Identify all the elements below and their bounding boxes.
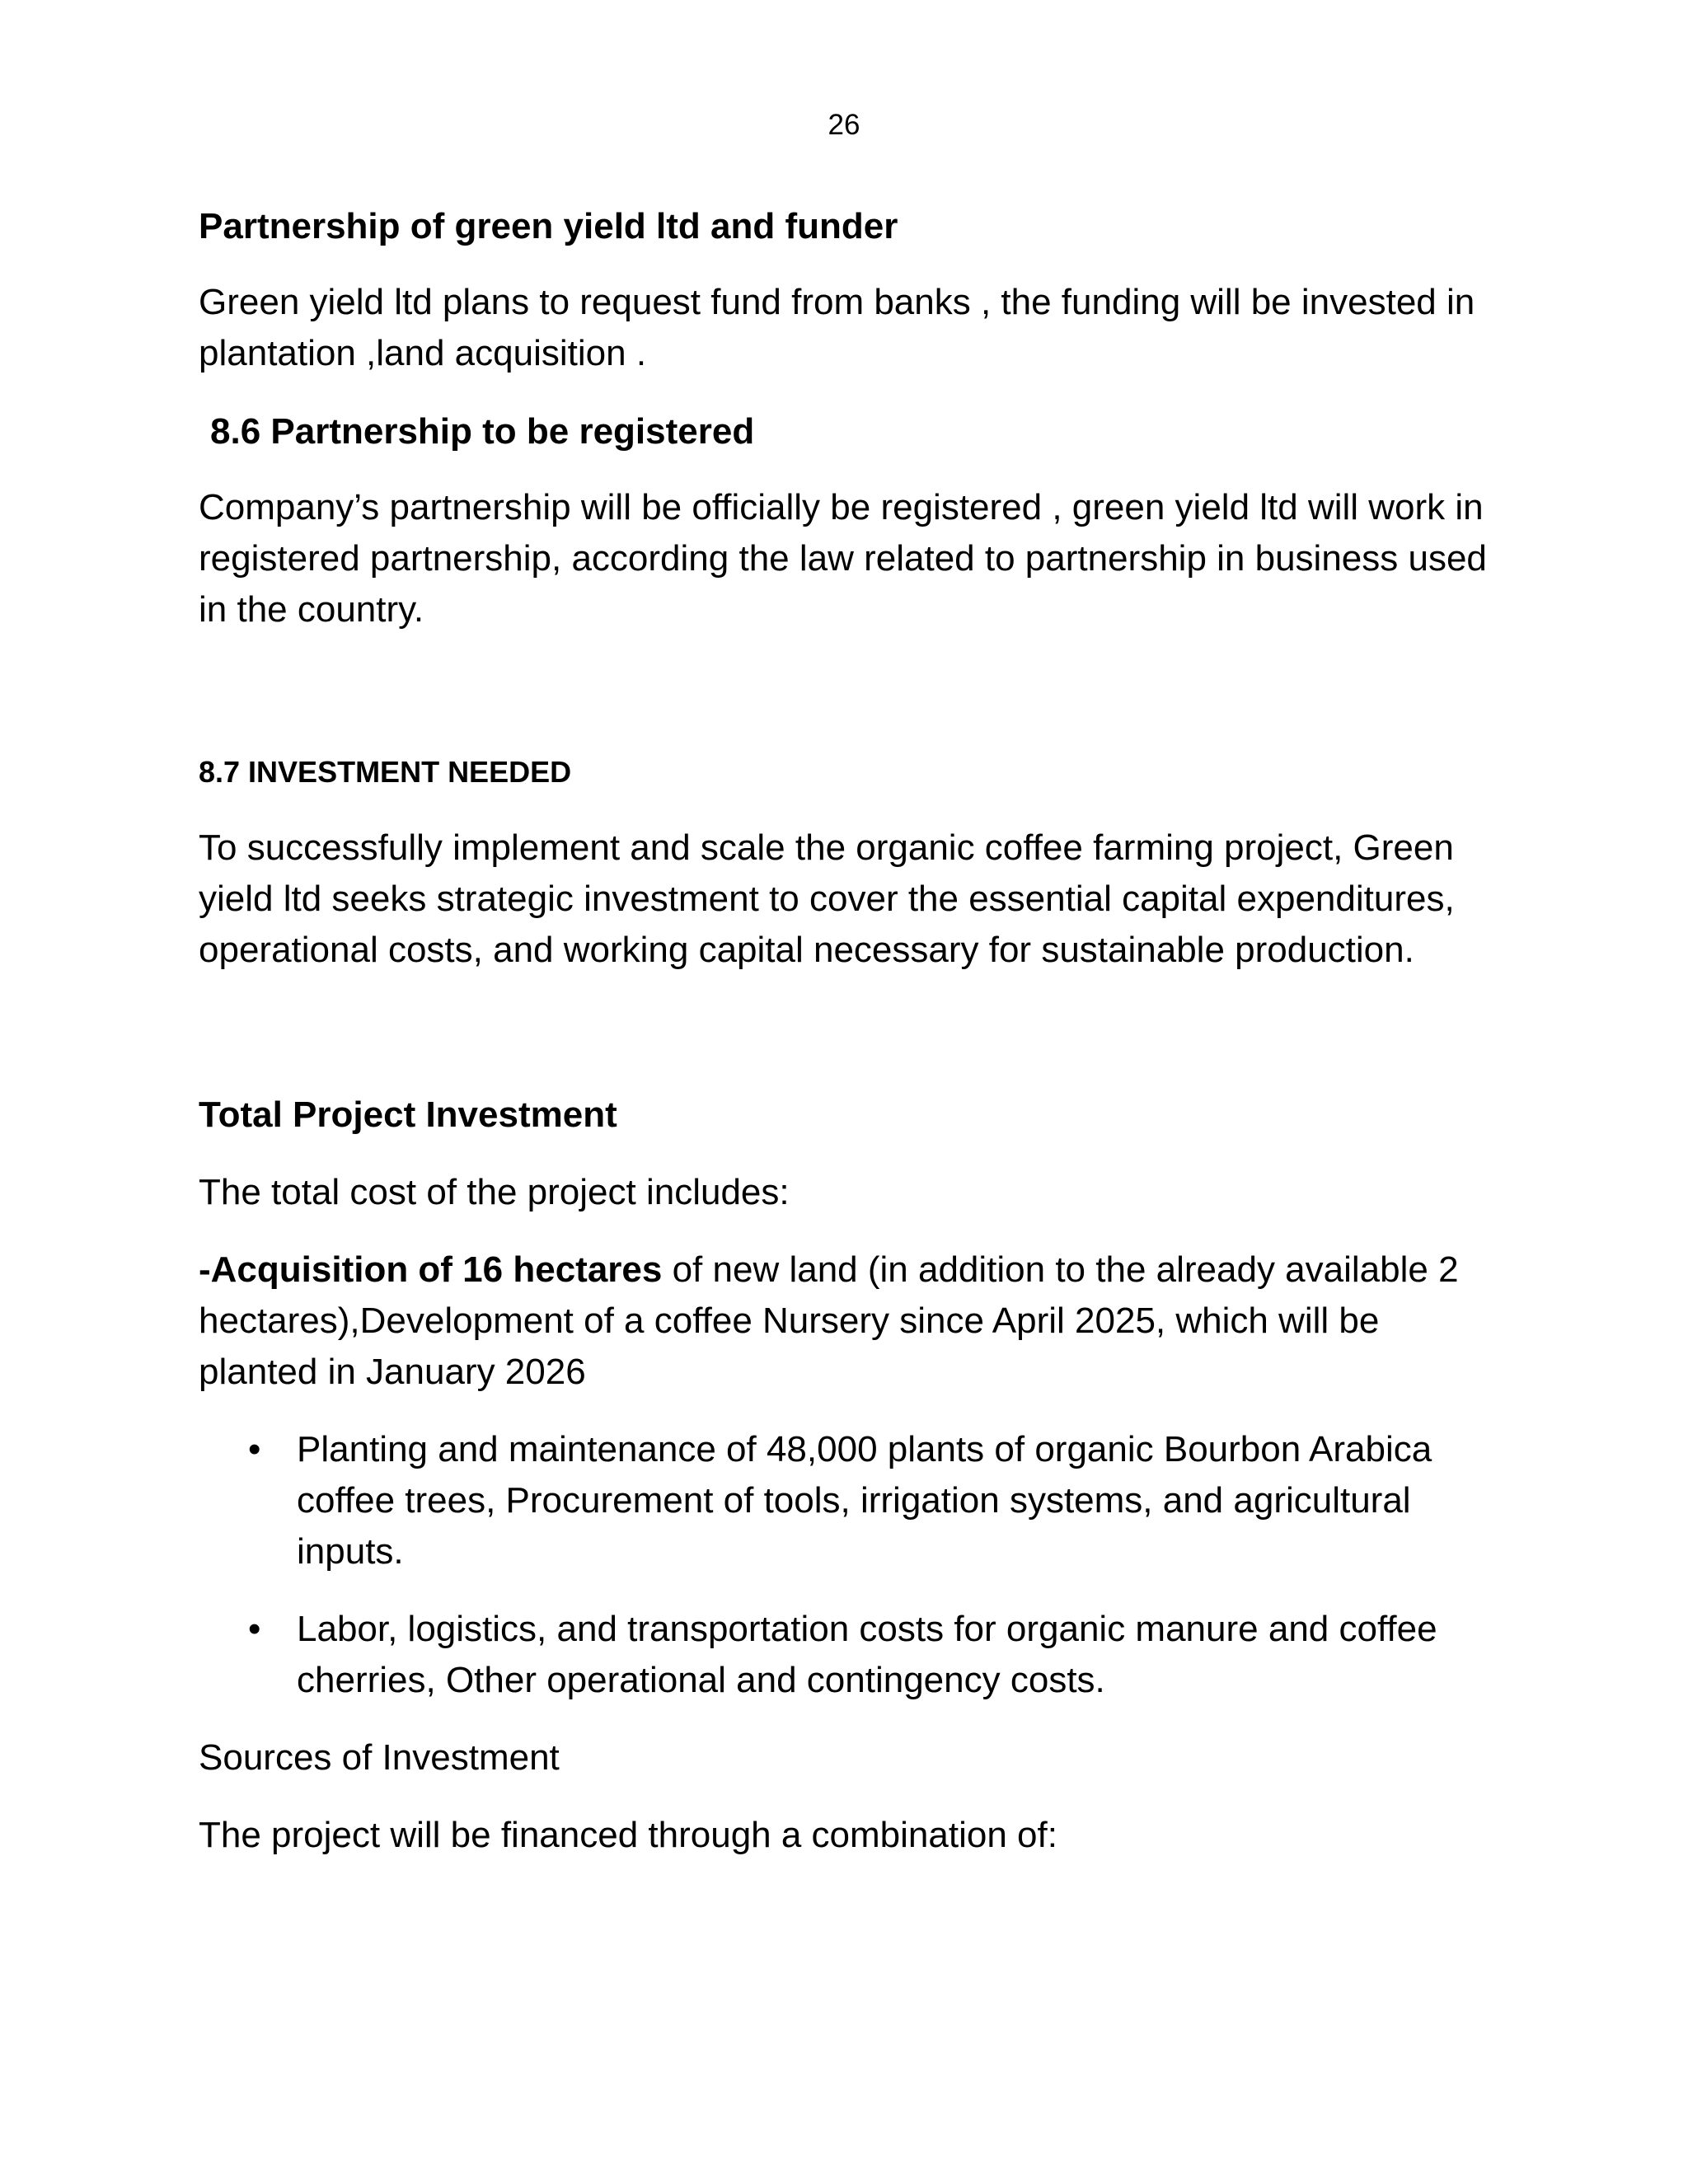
acquisition-rest-text: of new land (in addition to the already available 2 hectares),Development of a coffee Nursery since April 2025, which will be planted in January 2026 <box>199 1249 1459 1392</box>
bullet-text: Planting and maintenance of 48,000 plants of organic Bourbon Arabica coffee trees, Procurement of tools, irrigation systems, and agricultural inputs. <box>297 1429 1432 1572</box>
acquisition-bold-text: -Acquisition of 16 hectares <box>199 1249 663 1290</box>
sources-of-investment-paragraph: The project will be financed through a combination of: <box>199 1815 1057 1855</box>
page-number: 26 <box>828 109 860 141</box>
bullet-icon: • <box>248 1609 261 1649</box>
bullet-text: Labor, logistics, and transportation costs for organic manure and coffee cherries, Other operational and contingency costs. <box>297 1609 1437 1700</box>
bullet-item <box>199 1424 1493 1577</box>
partnership-funder-paragraph: Green yield ltd plans to request fund from banks , the funding will be invested in plantation ,land acquisition . <box>199 282 1475 373</box>
section-8-7-heading: 8.7 INVESTMENT NEEDED <box>199 755 572 789</box>
page-content <box>199 201 1493 1861</box>
investment-bullet-list <box>199 1424 1493 1706</box>
total-project-investment-heading: Total Project Investment <box>199 1094 617 1135</box>
acquisition-paragraph <box>199 1244 1493 1398</box>
partnership-funder-heading: Partnership of green yield ltd and funder <box>199 206 898 246</box>
section-8-6-heading: 8.6 Partnership to be registered <box>210 411 755 452</box>
bullet-item <box>199 1604 1493 1706</box>
sources-of-investment-heading: Sources of Investment <box>199 1737 560 1778</box>
section-8-6-paragraph: Company’s partnership will be officially be registered , green yield ltd will work in registered partnership, according the law related to partnership in business used in the country. <box>199 487 1487 630</box>
section-8-7-paragraph: To successfully implement and scale the organic coffee farming project, Green yield ltd seeks strategic investment to cover the essential capital expenditures, operational costs, and working capital necessary for sustainable production. <box>199 827 1455 970</box>
bullet-icon: • <box>248 1429 261 1469</box>
total-cost-intro: The total cost of the project includes: <box>199 1172 790 1212</box>
